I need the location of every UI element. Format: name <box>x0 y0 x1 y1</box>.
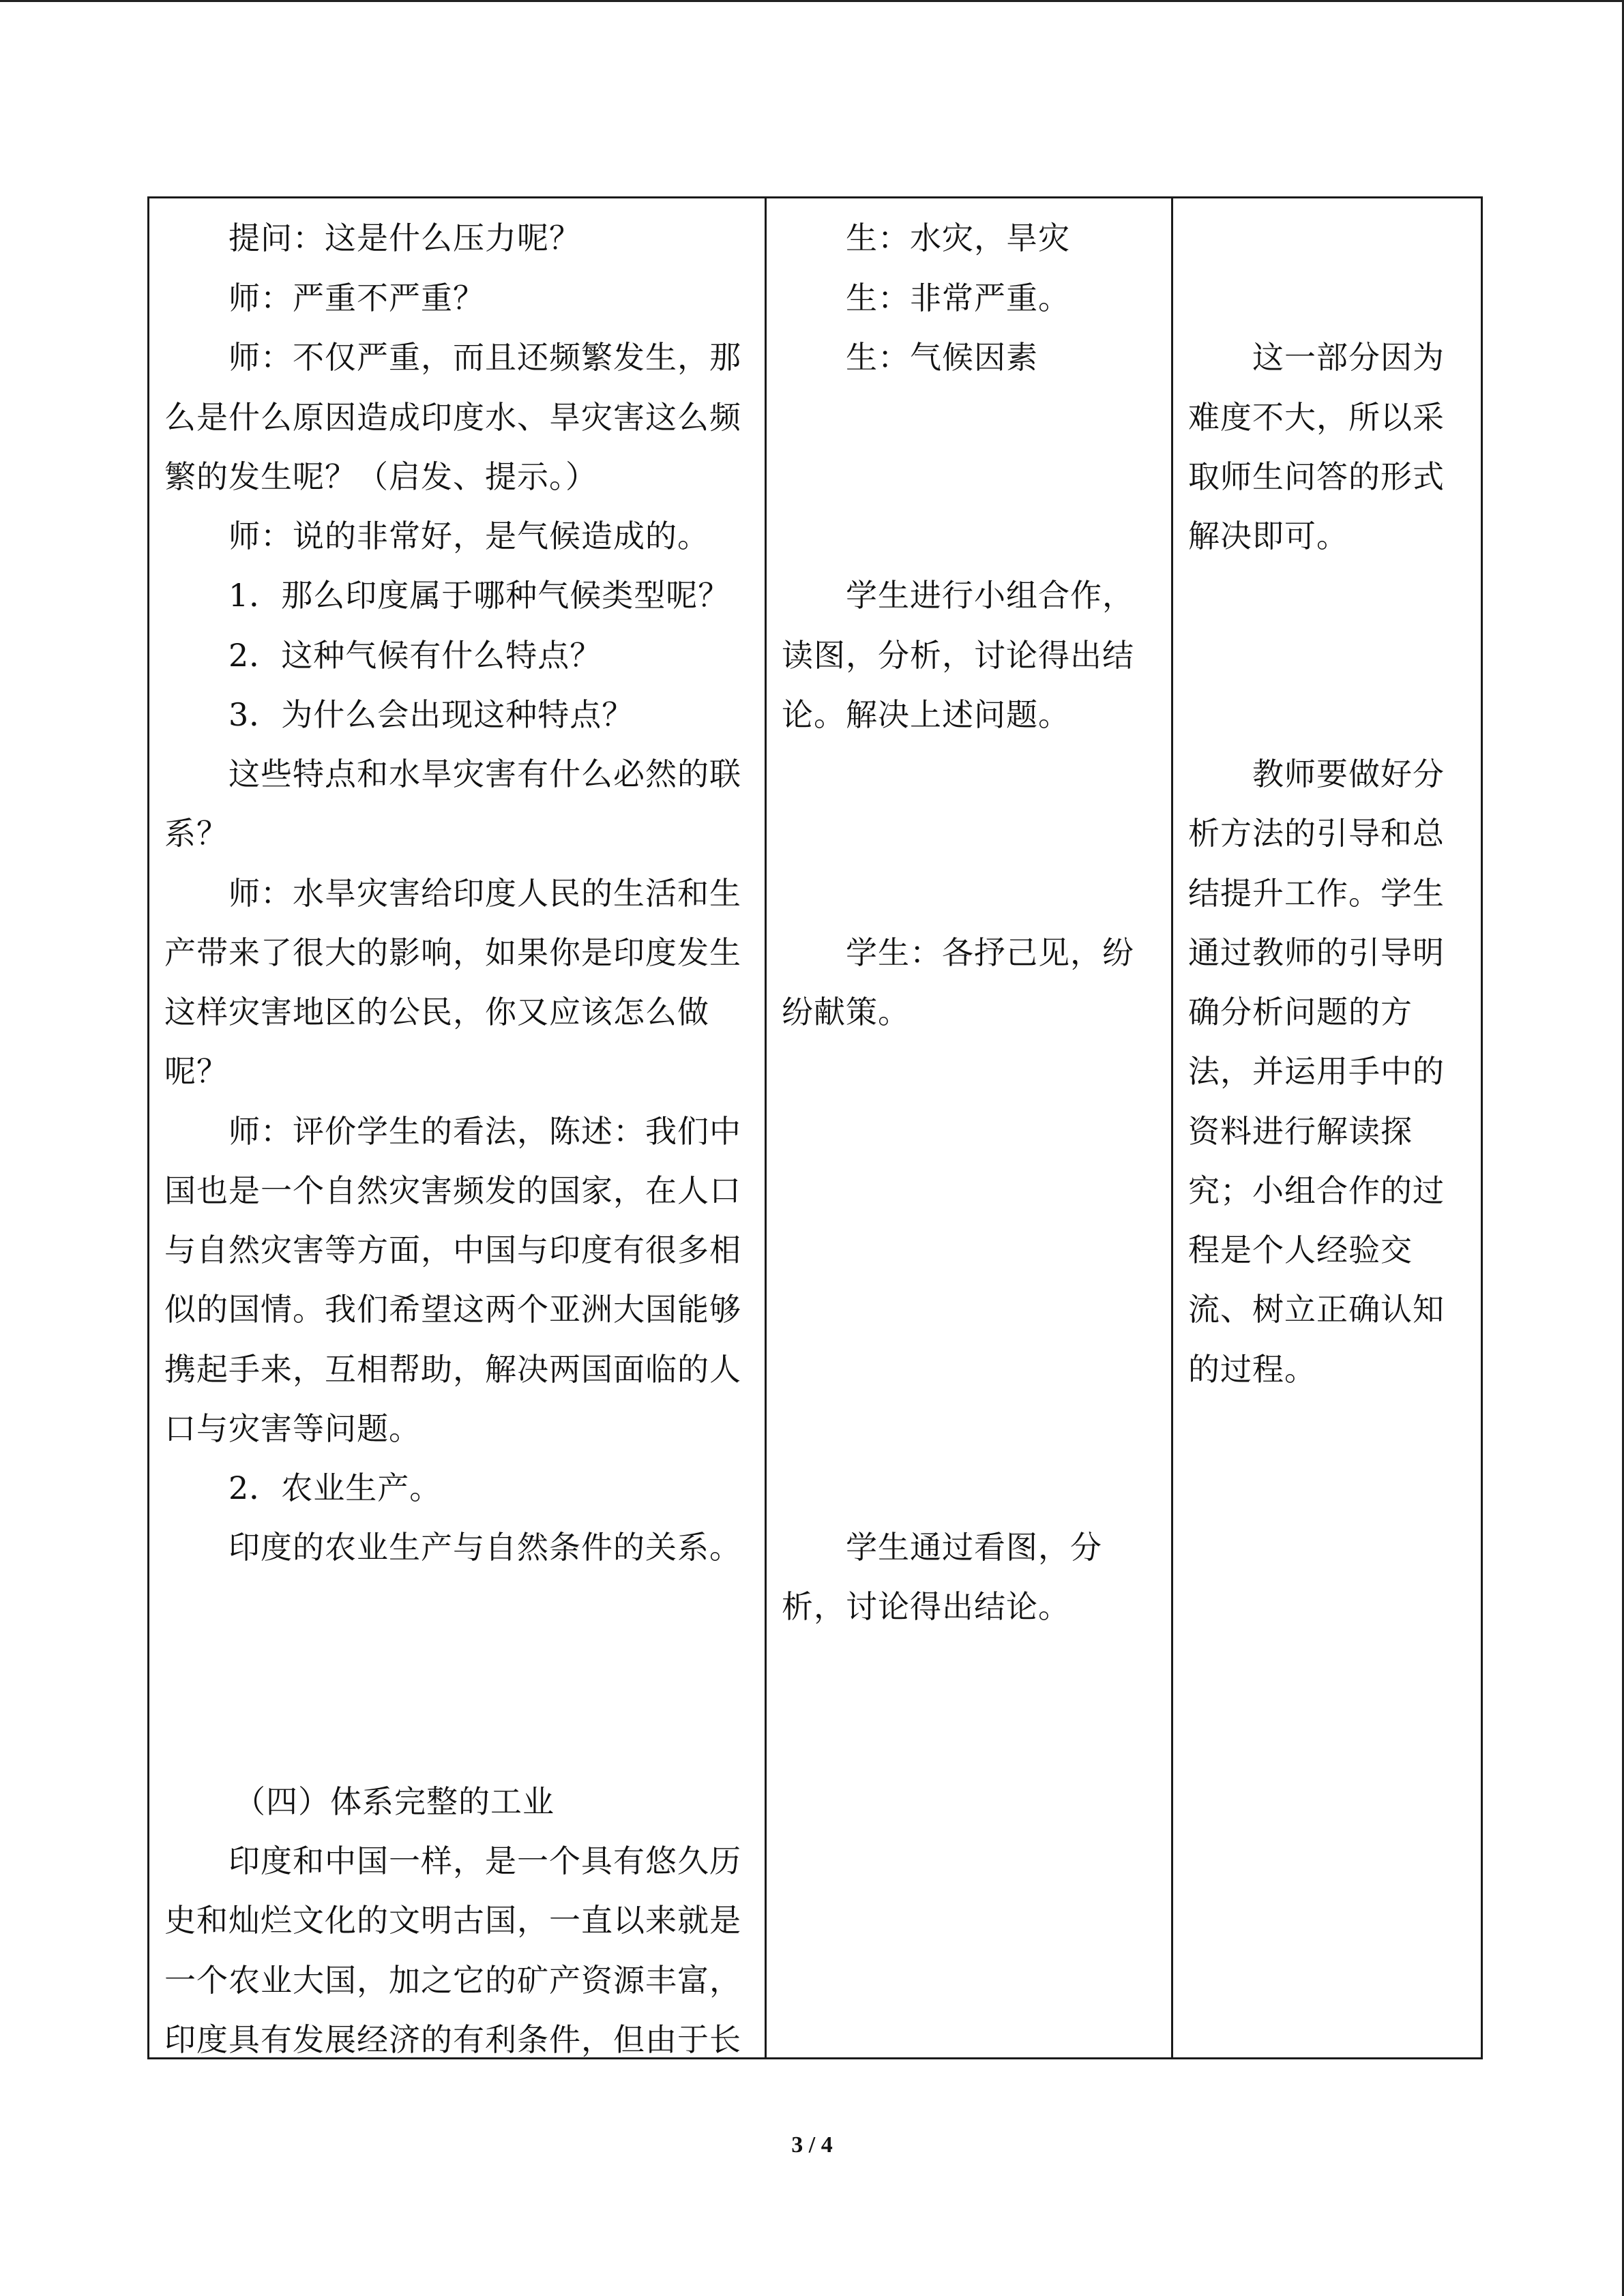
teacher-line: 繁的发生呢？（启发、提示。） <box>164 458 597 495</box>
teacher-line: 这些特点和水旱灾害有什么必然的联 <box>228 756 741 792</box>
teacher-line: 似的国情。我们希望这两个亚洲大国能够 <box>164 1291 741 1328</box>
page-number: 3 / 4 <box>791 2132 833 2158</box>
student-line: 读图，分析，讨论得出结 <box>782 637 1134 674</box>
design-line: 流、树立正确认知 <box>1188 1291 1445 1328</box>
design-line: 教师要做好分 <box>1252 756 1445 792</box>
teacher-line: 2．农业生产。 <box>228 1470 442 1506</box>
teacher-line: 产带来了很大的影响，如果你是印度发生 <box>164 934 741 971</box>
student-line: 学生进行小组合作， <box>846 577 1134 614</box>
teacher-line: 1．那么印度属于哪种气候类型呢？ <box>228 577 730 614</box>
student-line: 论。解决上述问题。 <box>782 696 1070 733</box>
teacher-line: 印度的农业生产与自然条件的关系。 <box>228 1529 741 1566</box>
teacher-line: 一个农业大国，加之它的矿产资源丰富， <box>164 1962 741 1999</box>
teacher-line: 呢？ <box>164 1053 228 1090</box>
teacher-line: 么是什么原因造成印度水、旱灾害这么频 <box>164 399 741 436</box>
teacher-line: 印度和中国一样，是一个具有悠久历 <box>228 1843 741 1879</box>
design-line: 程是个人经验交 <box>1188 1232 1413 1268</box>
teacher-line: 师：水旱灾害给印度人民的生活和生 <box>228 875 741 912</box>
student-line: 生：非常严重。 <box>846 280 1070 316</box>
teacher-activity-column <box>149 198 767 2057</box>
section-heading: （四）体系完整的工业 <box>234 1783 555 1820</box>
teacher-line: 系？ <box>164 815 228 852</box>
teacher-line: 师：说的非常好，是气候造成的。 <box>228 518 709 554</box>
page-top-edge <box>0 0 1624 2</box>
student-line: 析，讨论得出结论。 <box>782 1588 1070 1625</box>
teacher-line: 与自然灾害等方面，中国与印度有很多相 <box>164 1232 741 1268</box>
student-line: 生：水灾，旱灾 <box>846 220 1070 256</box>
design-line: 解决即可。 <box>1188 518 1348 554</box>
teacher-line: 携起手来，互相帮助，解决两国面临的人 <box>164 1351 741 1388</box>
design-line: 结提升工作。学生 <box>1188 875 1445 912</box>
design-line: 资料进行解读探 <box>1188 1113 1413 1150</box>
design-line: 这一部分因为 <box>1252 339 1445 376</box>
teacher-line: 师：不仅严重，而且还频繁发生，那 <box>228 339 741 376</box>
design-intent-column <box>1173 198 1481 2057</box>
teacher-line: 印度具有发展经济的有利条件，但由于长 <box>164 2021 741 2058</box>
student-line: 学生通过看图，分 <box>846 1529 1102 1566</box>
student-line: 纷献策。 <box>782 994 910 1030</box>
design-line: 的过程。 <box>1188 1351 1316 1388</box>
teacher-line: 2．这种气候有什么特点？ <box>228 637 602 674</box>
student-line: 学生：各抒己见，纷 <box>846 934 1134 971</box>
design-line: 确分析问题的方 <box>1188 994 1413 1030</box>
design-line: 法，并运用手中的 <box>1188 1053 1445 1090</box>
teacher-line: 3．为什么会出现这种特点？ <box>228 696 634 733</box>
design-line: 取师生问答的形式 <box>1188 458 1445 495</box>
design-line: 通过教师的引导明 <box>1188 934 1445 971</box>
teacher-line: 师：严重不严重？ <box>228 280 485 316</box>
teacher-line: 国也是一个自然灾害频发的国家，在人口 <box>164 1172 741 1209</box>
teacher-line: 提问：这是什么压力呢？ <box>228 220 581 256</box>
teacher-line: 史和灿烂文化的文明古国，一直以来就是 <box>164 1902 741 1939</box>
teacher-line: 这样灾害地区的公民，你又应该怎么做 <box>164 994 709 1030</box>
lesson-plan-table <box>147 196 1483 2059</box>
student-activity-column <box>767 198 1173 2057</box>
teacher-line: 师：评价学生的看法，陈述：我们中 <box>228 1113 741 1150</box>
student-line: 生：气候因素 <box>846 339 1038 376</box>
design-line: 难度不大，所以采 <box>1188 399 1445 436</box>
design-line: 析方法的引导和总 <box>1188 815 1445 852</box>
teacher-line: 口与灾害等问题。 <box>164 1410 421 1447</box>
design-line: 究；小组合作的过 <box>1188 1172 1445 1209</box>
